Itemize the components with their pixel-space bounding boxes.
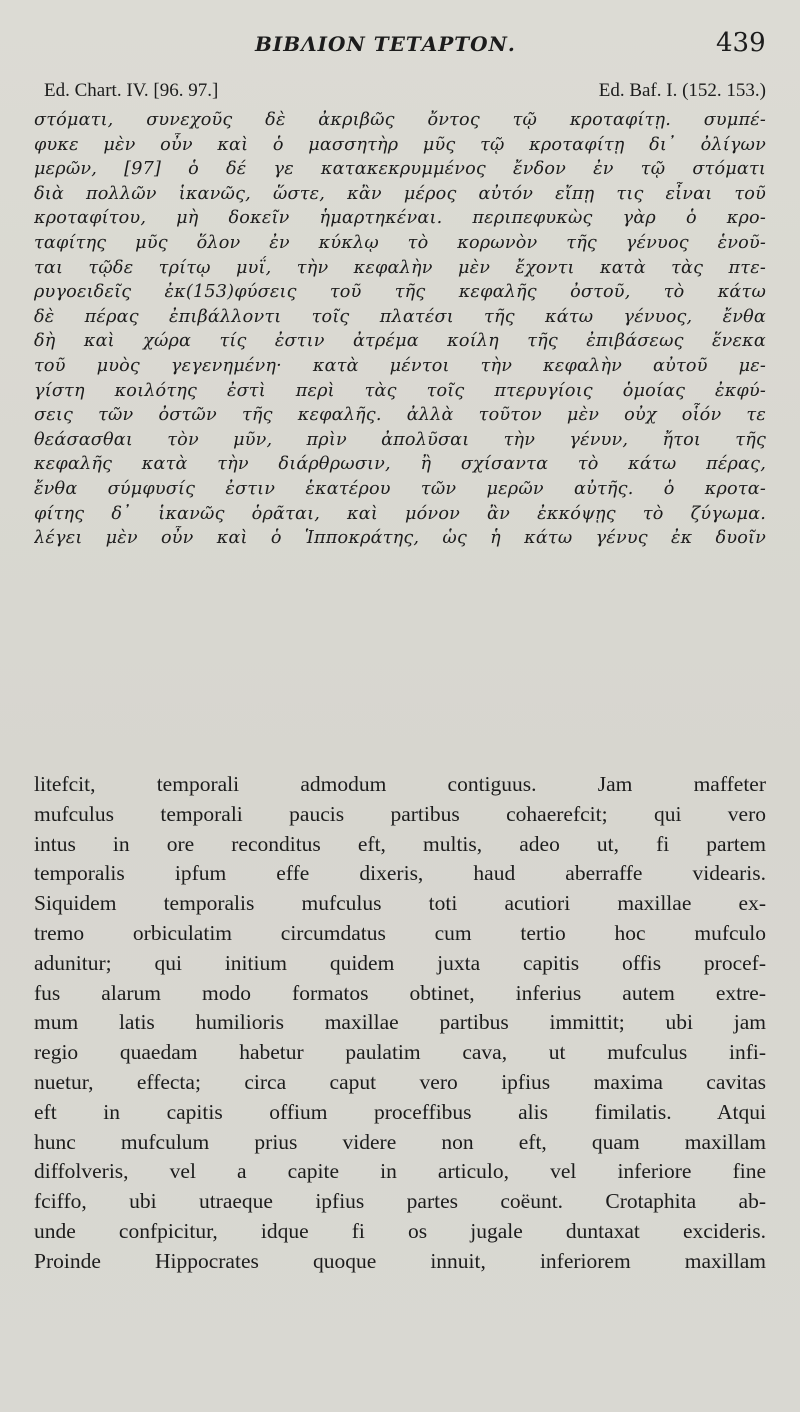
greek-line: δὲ πέρας ἐπιβάλλοντι τοῖς πλατέσι τῆς κάτω γένυος, ἔνθα [34,306,766,327]
greek-line: τοῦ μυὸς γεγενημένη· κατὰ μέντοι τὴν κεφαλὴν αὐτοῦ με- [34,355,766,376]
latin-line: nuetur, effecta; circa caput vero ipfius maxima cavitas [34,1069,766,1094]
greek-line: ταφίτης μῦς ὅλον ἐν κύκλῳ τὸ κορωνὸν τῆς γένυος ἑνοῦ- [34,232,766,253]
greek-text-block [34,108,766,551]
greek-line: ρυγοειδεῖς ἐκ(153)φύσεις τοῦ τῆς κεφαλῆς ὀστοῦ, τὸ κάτω [34,282,766,303]
page-number: 439 [716,28,766,58]
edition-reference [34,80,766,106]
greek-line: στόματι, συνεχοῦς δὲ ἀκριβῶς ὄντος τῷ κροταφίτῃ. συμπέ- [34,110,766,130]
latin-line: unde confpicitur, idque fi os jugale duntaxat excideris. [34,1218,766,1243]
latin-line: diffolveris, vel a capite in articulo, vel inferiore fine [34,1159,766,1184]
greek-line: λέγει μὲν οὖν καὶ ὁ Ἱπποκράτης, ὡς ἡ κάτω γένυς ἐκ δυοῖν [34,528,766,549]
edition-basel: Ed. Baf. I. (152. 153.) [598,80,766,101]
greek-line: μερῶν, [97] ὁ δέ γε κατακεκρυμμένος ἔνδον ἐν τῷ στόματι [34,159,766,180]
latin-line: mufculus temporali paucis partibus cohaerefcit; qui vero [34,801,766,826]
latin-line: Proinde Hippocrates quoque innuit, inferiorem maxillam [34,1248,766,1273]
latin-line: fus alarum modo formatos obtinet, inferius autem extre- [34,980,766,1005]
latin-line: Siquidem temporalis mufculus toti acutiori maxillae ex- [34,891,766,916]
latin-line: temporalis ipfum effe dixeris, haud aberraffe videaris. [34,861,766,886]
greek-line: δὴ καὶ χώρα τίς ἐστιν ἀτρέμα κοίλη τῆς ἐπιβάσεως ἕνεκα [34,331,766,352]
greek-line: κροταφίτου, μὴ δοκεῖν ἡμαρτηκέναι. περιπεφυκὼς γὰρ ὁ κρο- [34,208,766,229]
greek-line: φυκε μὲν οὖν καὶ ὁ μασσητὴρ μῦς τῷ κροταφίτῃ δι᾽ ὀλίγων [34,134,766,155]
latin-text-block [34,770,766,1277]
latin-line: hunc mufculum prius videre non eft, quam maxillam [34,1129,766,1154]
greek-line: θεάσασθαι τὸν μῦν, πρὶν ἀπολῦσαι τὴν γένυν, ἤτοι τῆς [34,429,766,450]
edition-chartier: Ed. Chart. IV. [96. 97.] [44,80,219,101]
greek-line: διὰ πολλῶν ἱκανῶς, ὥστε, κἂν μέρος αὐτόν εἴπῃ τις εἶναι τοῦ [34,183,766,204]
running-head [0,22,800,62]
latin-line: adunitur; qui initium quidem juxta capitis offis procef- [34,950,766,975]
greek-line: γίστη κοιλότης ἐστὶ περὶ τὰς τοῖς πτερυγίοις ὁμοίας ἐκφύ- [34,380,766,401]
latin-line: regio quaedam habetur paulatim cava, ut mufculus infi- [34,1040,766,1065]
latin-line: eft in capitis offium proceffibus alis fimilatis. Atqui [34,1099,766,1124]
latin-line: litefcit, temporali admodum contiguus. Jam maffeter [34,772,766,796]
greek-line: ἔνθα σύμφυσίς ἐστιν ἑκατέρου τῶν μερῶν αὐτῆς. ὁ κροτα- [34,478,766,499]
latin-line: tremo orbiculatim circumdatus cum tertio hoc mufculo [34,920,766,945]
greek-line: κεφαλῆς κατὰ τὴν διάρθρωσιν, ἢ σχίσαντα τὸ κάτω πέρας, [34,454,766,475]
greek-line: σεις τῶν ὀστῶν τῆς κεφαλῆς. ἀλλὰ τοῦτον μὲν οὐχ οἷόν τε [34,405,766,426]
running-title: ΒΙΒΛΙΟΝ ΤΕΤΑΡΤΟΝ. [255,32,516,56]
latin-line: fciffo, ubi utraeque ipfius partes coëunt. Crotaphita ab- [34,1189,766,1214]
greek-line: ται τῷδε τρίτῳ μυΐ, τὴν κεφαλὴν μὲν ἔχοντι κατὰ τὰς πτε- [34,257,766,278]
latin-line: intus in ore reconditus eft, multis, adeo ut, fi partem [34,831,766,856]
greek-line: φίτης δ᾽ ἱκανῶς ὁρᾶται, καὶ μόνον ἂν ἐκκόψῃς τὸ ζύγωμα. [34,503,766,524]
latin-line: mum latis humilioris maxillae partibus immittit; ubi jam [34,1010,766,1035]
